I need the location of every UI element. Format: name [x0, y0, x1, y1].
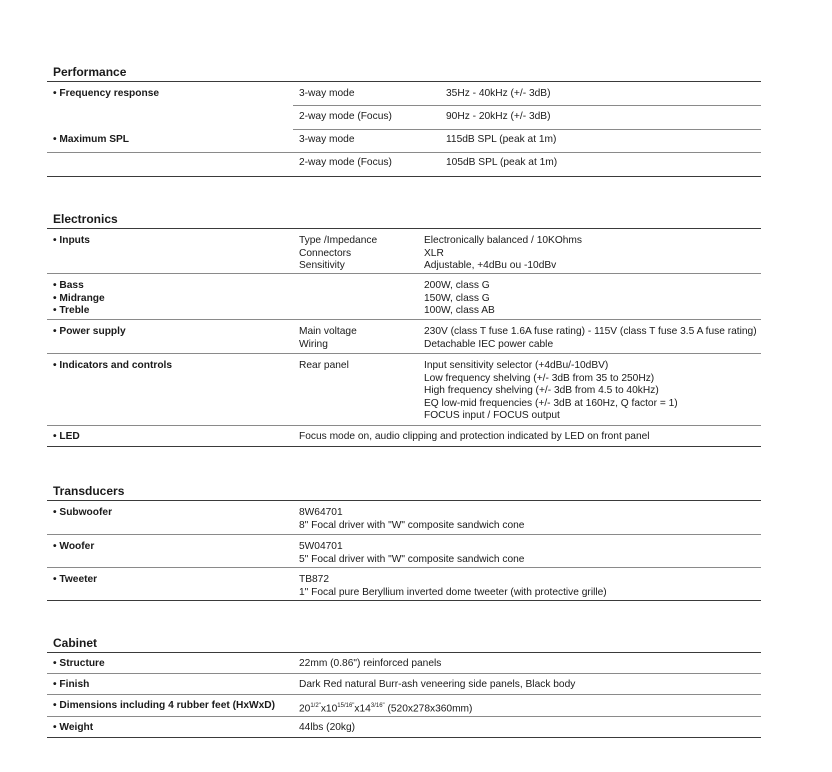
spec-label: • Midrange [53, 292, 105, 304]
spec-value: 44lbs (20kg) [299, 722, 356, 733]
transducers-section [47, 484, 761, 601]
spec-sub: 2-way mode (Focus) [299, 157, 392, 168]
spec-sub: 2-way mode (Focus) [299, 111, 392, 122]
spec-sub: Rear panel [299, 360, 349, 371]
spec-value: 90Hz - 20kHz (+/- 3dB) [446, 111, 551, 122]
spec-value: 8W64701 [299, 507, 343, 518]
spec-row [47, 717, 761, 738]
performance-section [47, 65, 761, 177]
spec-value: 100W, class AB [424, 305, 495, 316]
spec-row [47, 229, 761, 274]
section-title: Cabinet [53, 636, 98, 650]
spec-value: Low frequency shelving (+/- 3dB from 35 to 250Hz) [424, 372, 655, 384]
spec-sub: 3-way mode [299, 88, 355, 99]
spec-row [47, 354, 761, 426]
spec-row [47, 568, 761, 601]
spec-value: Input sensitivity selector (+4dBu/-10dBV) [424, 360, 609, 371]
dim-h-frac: 1/2" [310, 703, 321, 709]
spec-sub: Main voltage [299, 326, 357, 337]
spec-row [47, 695, 761, 717]
spec-sub: Type /Impedance [299, 235, 378, 246]
spec-value: 1" Focal pure Beryllium inverted dome tweeter (with protective grille) [299, 586, 607, 598]
spec-label: • Maximum SPL [53, 134, 130, 145]
spec-value: 5" Focal driver with "W" composite sandwich cone [299, 553, 525, 565]
spec-label: • Structure [53, 658, 105, 669]
spec-value: TB872 [299, 574, 330, 585]
spec-label: • Indicators and controls [53, 360, 173, 371]
dim-w: 10 [325, 703, 338, 715]
spec-value: Adjustable, +4dBu ou -10dBv [424, 260, 557, 271]
spec-row [47, 274, 761, 320]
spec-value: Detachable IEC power cable [424, 338, 554, 350]
spec-row [47, 426, 761, 447]
spec-value: 22mm (0.86") reinforced panels [299, 658, 442, 669]
cabinet-section [47, 636, 761, 738]
spec-row [47, 674, 761, 695]
spec-row [293, 105, 761, 130]
spec-label: • Power supply [53, 326, 126, 337]
spec-label: • Tweeter [53, 574, 98, 585]
spec-value: Dark Red natural Burr-ash veneering side panels, Black body [299, 679, 576, 690]
spec-label: • Bass [53, 280, 84, 291]
electronics-section [47, 212, 761, 447]
spec-label: • Woofer [53, 541, 95, 552]
spec-sub: 3-way mode [299, 134, 355, 145]
dim-h: 20 [299, 703, 311, 715]
spec-row [47, 152, 761, 177]
spec-row [47, 535, 761, 568]
spec-value: 105dB SPL (peak at 1m) [446, 157, 558, 168]
spec-label: • Subwoofer [53, 507, 113, 518]
section-title: Electronics [53, 212, 118, 226]
spec-value: High frequency shelving (+/- 3dB from 4.5 to 40kHz) [424, 385, 659, 396]
dimensions-value: $20^{1/2"}x10^{15/16"}x14^{3/16"}$ (520x278x360mm) [299, 703, 473, 715]
section-title: Transducers [53, 484, 125, 498]
spec-label: • Frequency response [53, 88, 160, 99]
spec-value: FOCUS input / FOCUS output [424, 410, 560, 421]
spec-value: 8" Focal driver with "W" composite sandwich cone [299, 519, 525, 531]
spec-value: 35Hz - 40kHz (+/- 3dB) [446, 88, 551, 99]
spec-sub: Wiring [299, 338, 328, 350]
spec-row [47, 653, 761, 674]
spec-value: EQ low-mid frequencies (+/- 3dB at 160Hz, Q factor = 1) [424, 397, 678, 409]
section-title: Performance [53, 65, 127, 79]
spec-row [47, 82, 761, 105]
spec-value: 150W, class G [424, 292, 490, 304]
spec-label: • Dimensions including 4 rubber feet (HxWxD) [53, 700, 276, 711]
spec-sub: Sensitivity [299, 260, 345, 271]
spec-row [47, 320, 761, 354]
spec-label: • Treble [53, 305, 90, 316]
spec-sub: Focus mode on, audio clipping and protection indicated by LED on front panel [299, 431, 650, 442]
spec-sub: Connectors [299, 247, 352, 259]
spec-value: 200W, class G [424, 280, 490, 291]
spec-label: • Finish [53, 679, 90, 690]
dim-d-frac: 3/16" [370, 703, 385, 709]
dim-metric: (520x278x360mm) [384, 703, 473, 715]
spec-label: • Inputs [53, 235, 90, 246]
spec-value: XLR [424, 247, 444, 259]
dim-w-frac: 15/16" [337, 703, 355, 709]
spec-label: • Weight [53, 722, 94, 733]
spec-value: 115dB SPL (peak at 1m) [446, 134, 557, 145]
spec-value: 5W04701 [299, 541, 343, 552]
spec-label: • LED [53, 431, 80, 442]
dim-d: 14 [359, 703, 371, 715]
spec-row [47, 130, 761, 152]
spec-value: 230V (class T fuse 1.6A fuse rating) - 115V (class T fuse 3.5 A fuse rating) [424, 326, 757, 337]
spec-row [47, 501, 761, 535]
spec-value: Electronically balanced / 10KOhms [424, 235, 582, 246]
